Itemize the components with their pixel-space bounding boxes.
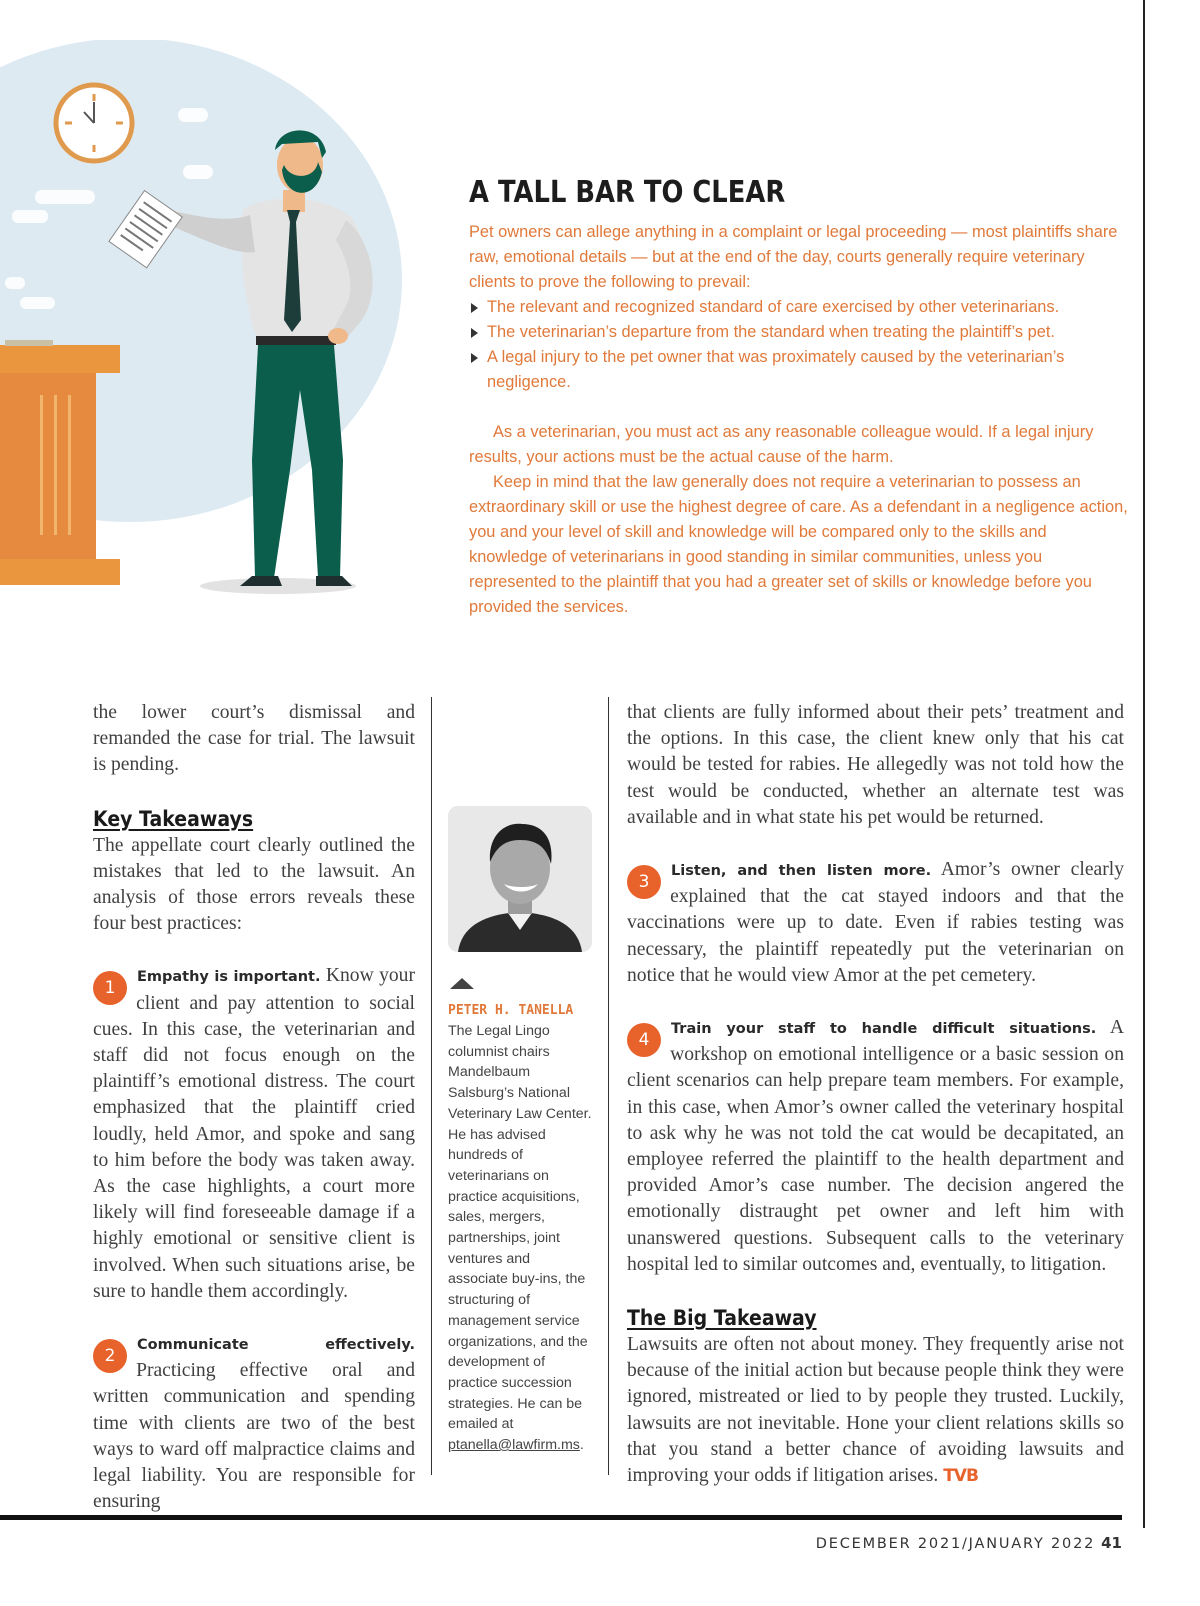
left-column: [93, 700, 415, 1515]
numbered-item: 2 Communicate effectively. Practicing effective oral and written communication and spending time with clients are two of the best ways to ward off malpractice claims and legal liability. You are responsible for ensuring: [93, 1337, 415, 1513]
item-lead: Listen, and then listen more.: [671, 863, 932, 880]
author-bio: The Legal Lingo columnist chairs Mandelbaum Salsburg’s National Veterinary Law Center. He has advised hundreds of veterinarians on practice acquisitions, sales, mergers, partnerships, joint ventures and associate buy-ins, the structuring of management service organizations, and the development of practice succession strategies. He can be emailed at ptanella@lawfirm.ms.: [448, 1023, 592, 1454]
page-edge-rule: [1143, 0, 1145, 1528]
list-item: A legal injury to the pet owner that was proximately caused by the veterinarian’s negligence.: [469, 345, 1129, 395]
body-paragraph: The appellate court clearly outlined the mistakes that led to the lawsuit. An analysis of those errors reveals these four best practices:: [93, 834, 415, 935]
lawyer-illustration: [0, 40, 440, 620]
sidebar-box: [469, 175, 1129, 620]
body-paragraph: that clients are fully informed about their pets’ treatment and the options. In this case, the client knew only that his cat would be tested for rabies. He allegedly was not told how the test would be conducted, whether an alternate test was available and in what state his pet would be returned.: [627, 702, 1124, 828]
sidebar-body: [469, 220, 1129, 620]
section-heading: Key Takeaways: [93, 806, 254, 831]
item-lead: Train your staff to handle difficult situations.: [671, 1021, 1097, 1038]
body-paragraph: Lawsuits are often not about money. They frequently arise not because of the initial action but because people think they were ignored, mistreated or lied to by people they trusted. Luckily, lawsuits are not inevitable. Hone your client relations skills so that you stand a better chance of avoiding lawsuits and improving your odds if litigation arises. TVB: [627, 1334, 1124, 1487]
list-item: The relevant and recognized standard of care exercised by other veterinarians.: [469, 295, 1129, 320]
number-badge: 2: [93, 1339, 127, 1373]
numbered-item: 3 Listen, and then listen more. Amor’s owner clearly explained that the cat stayed indoors and that the vaccinations were up to date. Even if rabies testing was necessary, the plaintiff repeatedly put the veterinarian on notice that he would view Amor at the pet cemetery.: [627, 859, 1124, 986]
column-divider: [608, 697, 609, 1475]
item-lead: Communicate effectively.: [137, 1337, 415, 1354]
author-name: PETER H. TANELLA: [448, 1003, 574, 1018]
author-email-link[interactable]: ptanella@lawfirm.ms: [448, 1437, 580, 1454]
number-badge: 3: [627, 865, 661, 899]
numbered-item: 4 Train your staff to handle difficult situations. A workshop on emotional intelligence or a basic session on client scenarios can help prepare team members. For example, in this case, when Amor’s owner called the veterinary hospital to ask why he was not told the cat would be decapitated, an employee referred the plaintiff to the health department and provided Amor’s case number. The decision angered the emotionally distraught pet owner and left him with unanswered questions. Subsequent calls to the veterinary hospital led to similar outcomes and, eventually, to litigation.: [627, 1017, 1124, 1275]
numbered-item: 1 Empathy is important. Know your client and pay attention to social cues. In this case, the veterinarian and staff did not focus enough on the plaintiff’s emotional distress. The court emphasized that the plaintiff cried loudly, held Amor, and spoke and sang to him before the body was taken away. As the case highlights, a court more likely will find foreseeable damage if a highly emotional or sensitive client is involved. When such situations arise, be sure to handle them accordingly.: [93, 965, 415, 1302]
body-paragraph: the lower court’s dismissal and remanded the case for trial. The lawsuit is pending.: [93, 702, 415, 776]
end-logo: TVB: [943, 1466, 978, 1487]
sidebar-intro: Pet owners can allege anything in a complaint or legal proceeding — most plaintiffs share raw, emotional details — but at the end of the day, courts generally require veterinary clients to prove the following to prevail:: [469, 223, 1118, 291]
item-lead: Empathy is important.: [137, 969, 321, 986]
page-footer: [816, 1534, 1122, 1552]
triangle-bullet-icon: [471, 328, 478, 338]
sidebar-paragraph: As a veterinarian, you must act as any reasonable colleague would. If a legal injury results, your actions must be the actual cause of the harm.: [469, 423, 1094, 466]
sidebar-title: A TALL BAR TO CLEAR: [469, 175, 786, 210]
right-column: [627, 700, 1124, 1489]
triangle-bullet-icon: [471, 303, 478, 313]
number-badge: 4: [627, 1023, 661, 1057]
column-divider: [431, 697, 432, 1475]
author-bio-box: [448, 806, 593, 1456]
issue-date: DECEMBER 2021/JANUARY 2022: [815, 1536, 1096, 1552]
page-number: 41: [1101, 1534, 1122, 1552]
footer-rule: [0, 1515, 1122, 1520]
sidebar-list: [469, 295, 1129, 395]
author-photo: [448, 806, 592, 952]
sidebar-paragraph: Keep in mind that the law generally does not require a veterinarian to possess an extraordinary skill or use the highest degree of care. As a defendant in a negligence action, you and your level of skill and knowledge will be compared only to the skills and knowledge of veterinarians in good standing in similar communities, unless you represented to the plaintiff that you had a greater set of skills or knowledge before you provided the services.: [469, 473, 1128, 616]
triangle-bullet-icon: [471, 353, 478, 363]
list-item: The veterinarian’s departure from the standard when treating the plaintiff’s pet.: [469, 320, 1129, 345]
caret-up-icon: [450, 978, 474, 989]
section-heading: The Big Takeaway: [627, 1306, 817, 1331]
number-badge: 1: [93, 971, 127, 1005]
clock-icon: [56, 85, 132, 161]
